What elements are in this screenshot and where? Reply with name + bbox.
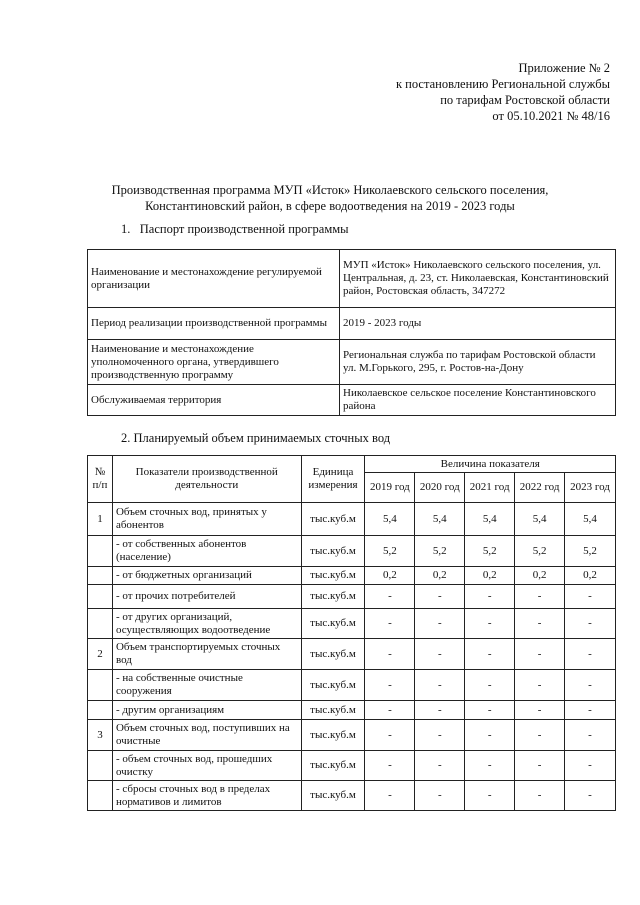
- row-indicator: Объем транспортируемых сточных вод: [112, 639, 301, 670]
- header-value-group: Величина показателя: [365, 456, 616, 473]
- row-value: -: [415, 670, 465, 701]
- table-row: [88, 751, 616, 781]
- row-unit: тыс.куб.м: [301, 585, 365, 609]
- header-unit: Единица измерения: [301, 456, 365, 503]
- row-unit: тыс.куб.м: [301, 567, 365, 585]
- table-header-row: [88, 456, 616, 473]
- volume-table: [87, 455, 616, 811]
- row-number: 2: [88, 639, 113, 670]
- passport-row: [88, 250, 616, 308]
- appendix-line-3: по тарифам Ростовской области: [440, 93, 610, 107]
- passport-value-line: ул. М.Горького, 295, г. Ростов-на-Дону: [343, 362, 524, 374]
- row-value: -: [565, 781, 616, 811]
- row-value: -: [515, 781, 565, 811]
- row-value: 0,2: [515, 567, 565, 585]
- section-2-heading: 2. Планируемый объем принимаемых сточных вод: [121, 431, 391, 445]
- row-value: -: [415, 701, 465, 720]
- row-value: -: [465, 609, 515, 639]
- row-value: 5,4: [465, 503, 515, 536]
- row-value: -: [365, 751, 415, 781]
- row-number: [88, 781, 113, 811]
- passport-value: [340, 340, 616, 385]
- section-1-heading: [121, 222, 349, 237]
- header-year: 2019 год: [365, 473, 415, 503]
- passport-row: [88, 385, 616, 416]
- row-value: 0,2: [365, 567, 415, 585]
- row-value: -: [565, 639, 616, 670]
- row-number: [88, 751, 113, 781]
- row-number: [88, 609, 113, 639]
- table-row: [88, 503, 616, 536]
- row-value: 5,4: [415, 503, 465, 536]
- row-value: -: [515, 701, 565, 720]
- row-value: -: [365, 609, 415, 639]
- passport-row: [88, 340, 616, 385]
- header-year: 2023 год: [565, 473, 616, 503]
- passport-table: [87, 249, 616, 416]
- row-value: -: [465, 639, 515, 670]
- row-unit: тыс.куб.м: [301, 701, 365, 720]
- passport-label: Период реализации производственной программы: [88, 308, 340, 340]
- row-value: 5,2: [465, 536, 515, 567]
- row-value: -: [415, 720, 465, 751]
- row-value: 5,4: [515, 503, 565, 536]
- row-unit: тыс.куб.м: [301, 503, 365, 536]
- row-value: -: [415, 639, 465, 670]
- row-value: 5,2: [415, 536, 465, 567]
- row-value: -: [565, 609, 616, 639]
- row-value: -: [365, 639, 415, 670]
- title-line-2: Константиновский район, в сфере водоотведения на 2019 - 2023 годы: [145, 199, 515, 213]
- volume-table-body: [88, 503, 616, 811]
- table-row: [88, 670, 616, 701]
- table-row: [88, 567, 616, 585]
- row-value: -: [565, 751, 616, 781]
- row-indicator: - объем сточных вод, прошедших очистку: [112, 751, 301, 781]
- title-line-1: Производственная программа МУП «Исток» Николаевского сельского поселения,: [111, 183, 549, 197]
- table-row: [88, 585, 616, 609]
- row-value: 5,4: [565, 503, 616, 536]
- row-value: 5,2: [515, 536, 565, 567]
- row-value: -: [365, 720, 415, 751]
- document-title: [60, 182, 600, 214]
- row-number: [88, 585, 113, 609]
- passport-value: Николаевское сельское поселение Константиновского района: [340, 385, 616, 416]
- passport-row: [88, 308, 616, 340]
- row-value: -: [465, 585, 515, 609]
- row-number: 1: [88, 503, 113, 536]
- header-num: № п/п: [88, 456, 113, 503]
- row-value: -: [465, 670, 515, 701]
- row-value: -: [465, 701, 515, 720]
- row-value: -: [565, 720, 616, 751]
- row-value: 5,2: [365, 536, 415, 567]
- passport-value-line: Региональная служба по тарифам Ростовской области: [343, 349, 596, 361]
- row-value: -: [515, 609, 565, 639]
- row-value: -: [465, 781, 515, 811]
- row-unit: тыс.куб.м: [301, 720, 365, 751]
- passport-value: 2019 - 2023 годы: [340, 308, 616, 340]
- row-value: -: [365, 670, 415, 701]
- table-row: [88, 701, 616, 720]
- row-indicator: - от прочих потребителей: [112, 585, 301, 609]
- row-number: [88, 701, 113, 720]
- row-value: -: [415, 585, 465, 609]
- section-1-number: 1.: [121, 222, 131, 236]
- row-unit: тыс.куб.м: [301, 609, 365, 639]
- row-value: -: [515, 585, 565, 609]
- row-indicator: Объем сточных вод, принятых у абонентов: [112, 503, 301, 536]
- row-value: 0,2: [565, 567, 616, 585]
- table-row: [88, 781, 616, 811]
- row-indicator: - на собственные очистные сооружения: [112, 670, 301, 701]
- passport-label: Наименование и местонахождение уполномоченного органа, утвердившего производственную программу: [88, 340, 340, 385]
- appendix-line-4: от 05.10.2021 № 48/16: [492, 109, 610, 123]
- row-value: -: [565, 670, 616, 701]
- header-year: 2021 год: [465, 473, 515, 503]
- row-value: -: [515, 720, 565, 751]
- row-value: -: [465, 751, 515, 781]
- header-year: 2020 год: [415, 473, 465, 503]
- appendix-line-2: к постановлению Региональной службы: [395, 77, 610, 91]
- row-number: [88, 536, 113, 567]
- appendix-line-1: Приложение № 2: [518, 61, 610, 75]
- row-indicator: Объем сточных вод, поступивших на очистные: [112, 720, 301, 751]
- header-indicator: Показатели производственной деятельности: [112, 456, 301, 503]
- row-value: -: [415, 751, 465, 781]
- row-number: [88, 670, 113, 701]
- row-value: -: [515, 639, 565, 670]
- row-number: 3: [88, 720, 113, 751]
- row-value: -: [365, 701, 415, 720]
- row-unit: тыс.куб.м: [301, 536, 365, 567]
- table-row: [88, 639, 616, 670]
- passport-label: Обслуживаемая территория: [88, 385, 340, 416]
- row-indicator: - от других организаций, осуществляющих водоотведение: [112, 609, 301, 639]
- appendix-block: [396, 60, 610, 124]
- section-1-title: Паспорт производственной программы: [139, 222, 349, 236]
- row-value: -: [565, 585, 616, 609]
- row-indicator: - другим организациям: [112, 701, 301, 720]
- row-value: -: [515, 751, 565, 781]
- row-value: 0,2: [465, 567, 515, 585]
- passport-value: МУП «Исток» Николаевского сельского поселения, ул. Центральная, д. 23, ст. Николаевская, Константиновский район, Ростовская область, 347272: [340, 250, 616, 308]
- row-indicator: - от собственных абонентов (население): [112, 536, 301, 567]
- row-value: -: [415, 609, 465, 639]
- row-value: -: [565, 701, 616, 720]
- row-value: -: [365, 585, 415, 609]
- passport-label: Наименование и местонахождение регулируемой организации: [88, 250, 340, 308]
- row-value: -: [465, 720, 515, 751]
- row-value: 5,4: [365, 503, 415, 536]
- row-unit: тыс.куб.м: [301, 781, 365, 811]
- row-value: -: [515, 670, 565, 701]
- row-indicator: - от бюджетных организаций: [112, 567, 301, 585]
- row-value: 0,2: [415, 567, 465, 585]
- row-value: -: [415, 781, 465, 811]
- row-unit: тыс.куб.м: [301, 751, 365, 781]
- row-unit: тыс.куб.м: [301, 639, 365, 670]
- header-year: 2022 год: [515, 473, 565, 503]
- row-unit: тыс.куб.м: [301, 670, 365, 701]
- row-value: 5,2: [565, 536, 616, 567]
- table-row: [88, 609, 616, 639]
- row-value: -: [365, 781, 415, 811]
- table-row: [88, 536, 616, 567]
- row-indicator: - сбросы сточных вод в пределах нормативов и лимитов: [112, 781, 301, 811]
- table-row: [88, 720, 616, 751]
- row-number: [88, 567, 113, 585]
